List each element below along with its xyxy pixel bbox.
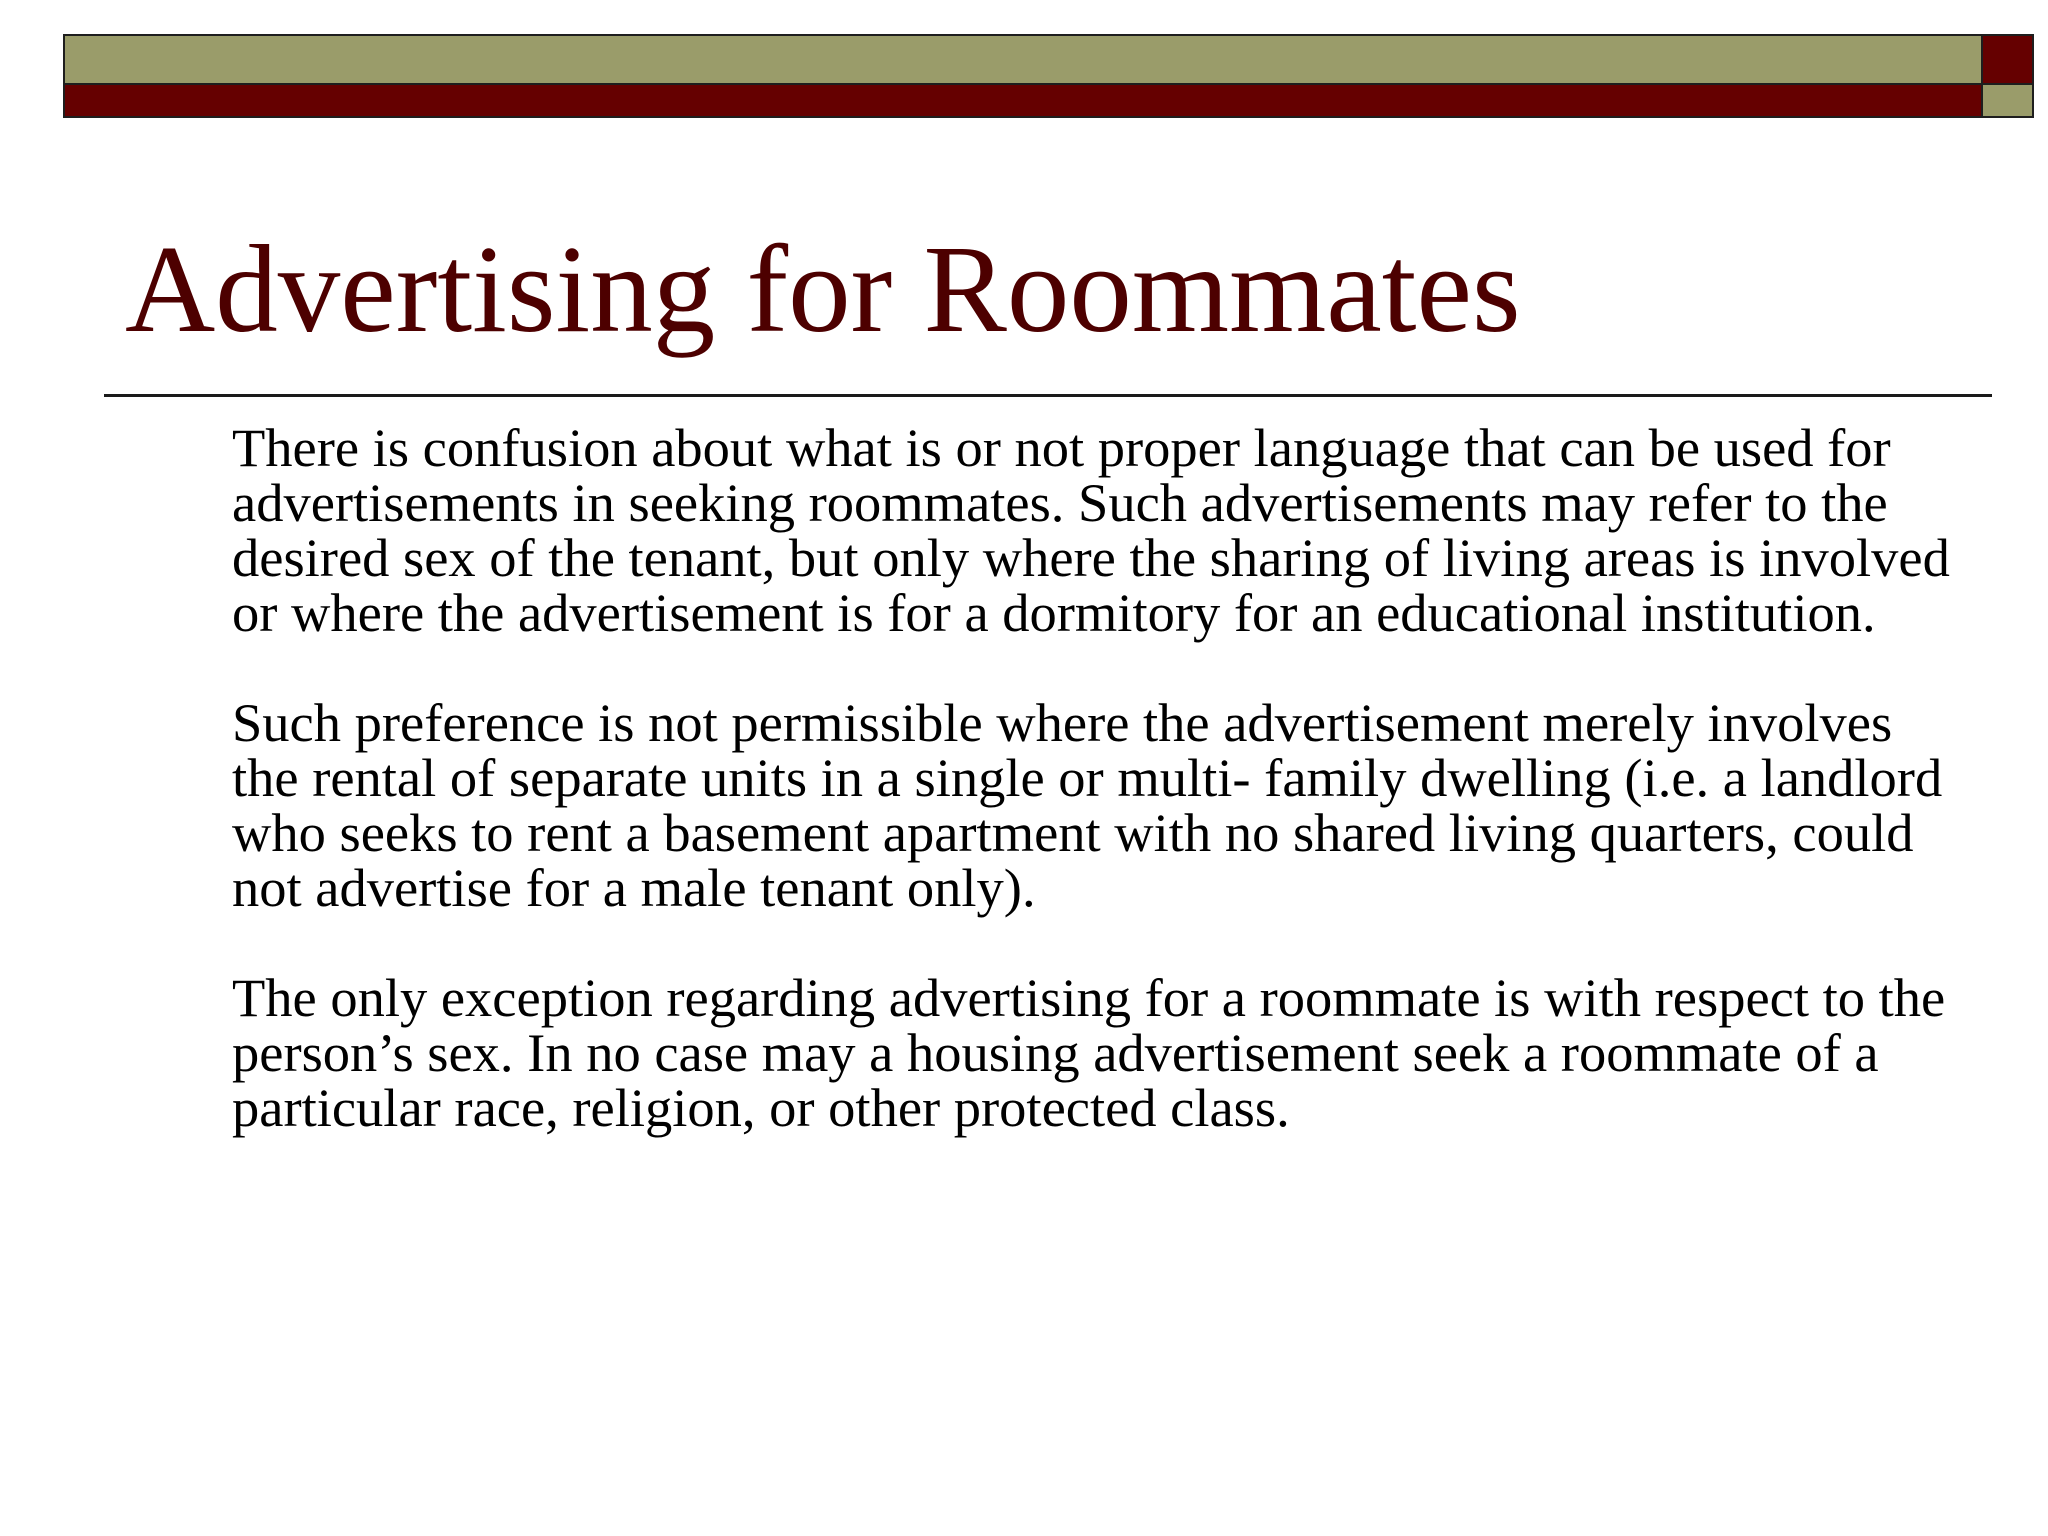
slide-title: Advertising for Roommates	[125, 221, 1521, 359]
paragraph-2: Such preference is not permissible where the advertisement merely involves the rental of separate units in a single or multi- family dwelling (i.e. a landlord who seeks to rent a basement apartment with no shared living quarters, could not advertise for a male tenant only).	[232, 692, 1943, 918]
header-olive-bar	[63, 34, 1983, 85]
header-maroon-bar	[63, 83, 1983, 118]
header-corner-maroon-square	[1981, 34, 2034, 85]
title-divider	[104, 394, 1992, 397]
paragraph-3: The only exception regarding advertising for a roommate is with respect to the person’s sex. In no case may a housing advertisement seek a roommate of a particular race, religion, or other protected class.	[232, 967, 1946, 1138]
paragraph-1: There is confusion about what is or not proper language that can be used for advertisements in seeking roommates. Such advertisements may refer to the desired sex of the tenant, but only where the sharing of living areas is involved or where the advertisement is for a dormitory for an educational institution.	[232, 417, 1950, 643]
header-corner-olive-square	[1981, 83, 2034, 118]
slide-body	[232, 417, 1952, 1138]
